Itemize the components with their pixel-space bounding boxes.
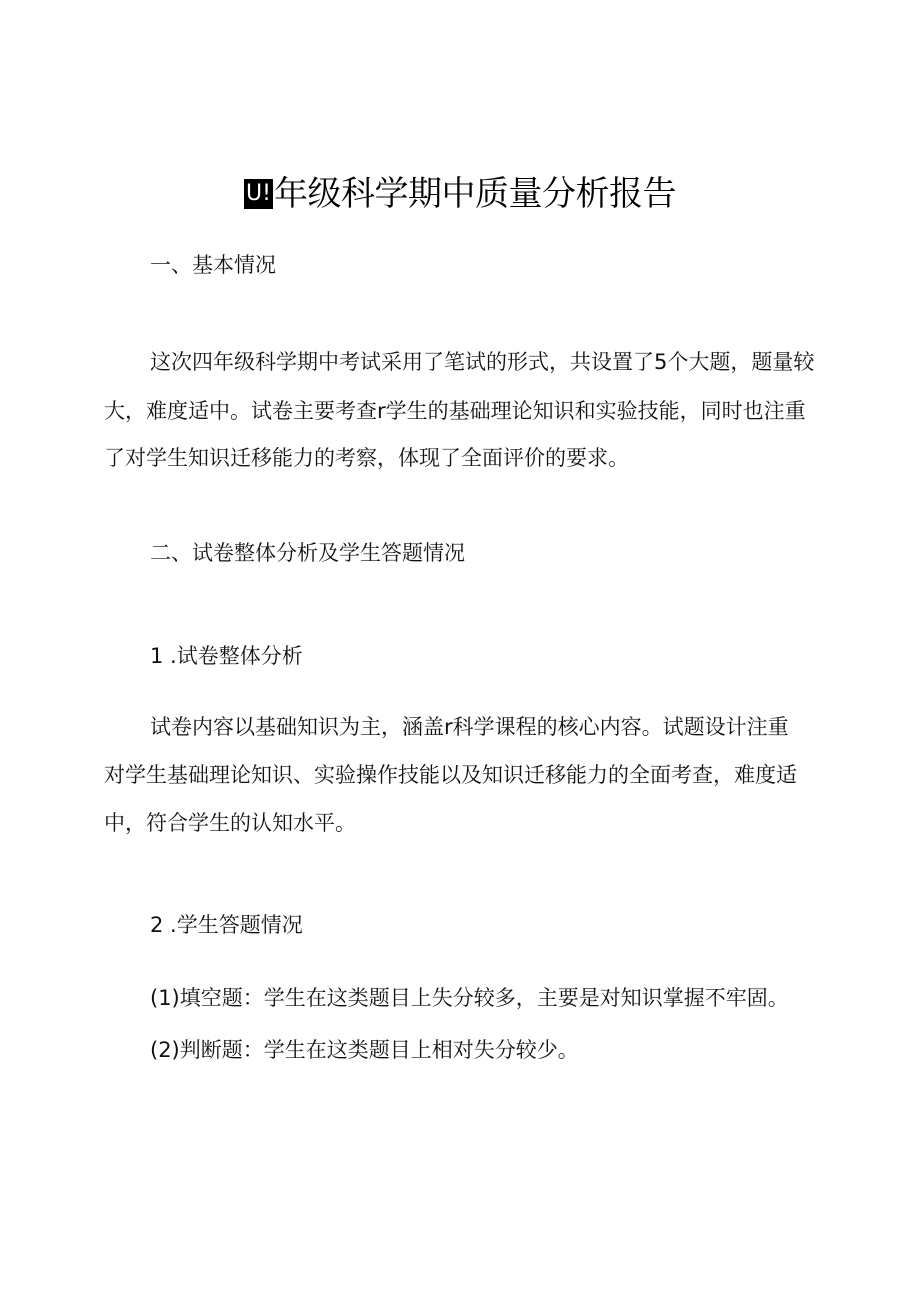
section-1-paragraph-line-2: 大，难度适中。试卷主要考查r学生的基础理论知识和实验技能，同时也注重 — [104, 399, 806, 423]
subsection-1-paragraph-line-3: 中，符合学生的认知水平。 — [104, 811, 356, 835]
subsection-1-paragraph-line-1: 试卷内容以基础知识为主，涵盖r科学课程的核心内容。试题设计注重 — [150, 715, 789, 739]
section-2-heading: 二、试卷整体分析及学生答题情况 — [150, 541, 465, 565]
answer-item-true-false: (2)判断题：学生在这类题目上相对失分较少。 — [150, 1038, 579, 1062]
document-title — [0, 166, 920, 222]
subsection-1-heading: 1 .试卷整体分析 — [150, 644, 303, 668]
section-1-paragraph-line-1: 这次四年级科学期中考试采用了笔试的形式，共设置了5个大题，题量较 — [150, 350, 815, 374]
section-1-heading: 一、基本情况 — [150, 253, 276, 277]
section-1-paragraph-line-3: 了对学生知识迁移能力的考察，体现了全面评价的要求。 — [104, 446, 629, 470]
title-glyph-mark: U! — [244, 179, 273, 209]
answer-item-fill-in: (1)填空题：学生在这类题目上失分较多，主要是对知识掌握不牢固。 — [150, 986, 789, 1010]
subsection-2-heading: 2 .学生答题情况 — [150, 913, 303, 937]
subsection-1-paragraph-line-2: 对学生基础理论知识、实验操作技能以及知识迁移能力的全面考查，难度适 — [104, 763, 797, 787]
title-text: 年级科学期中质量分析报告 — [273, 174, 676, 214]
